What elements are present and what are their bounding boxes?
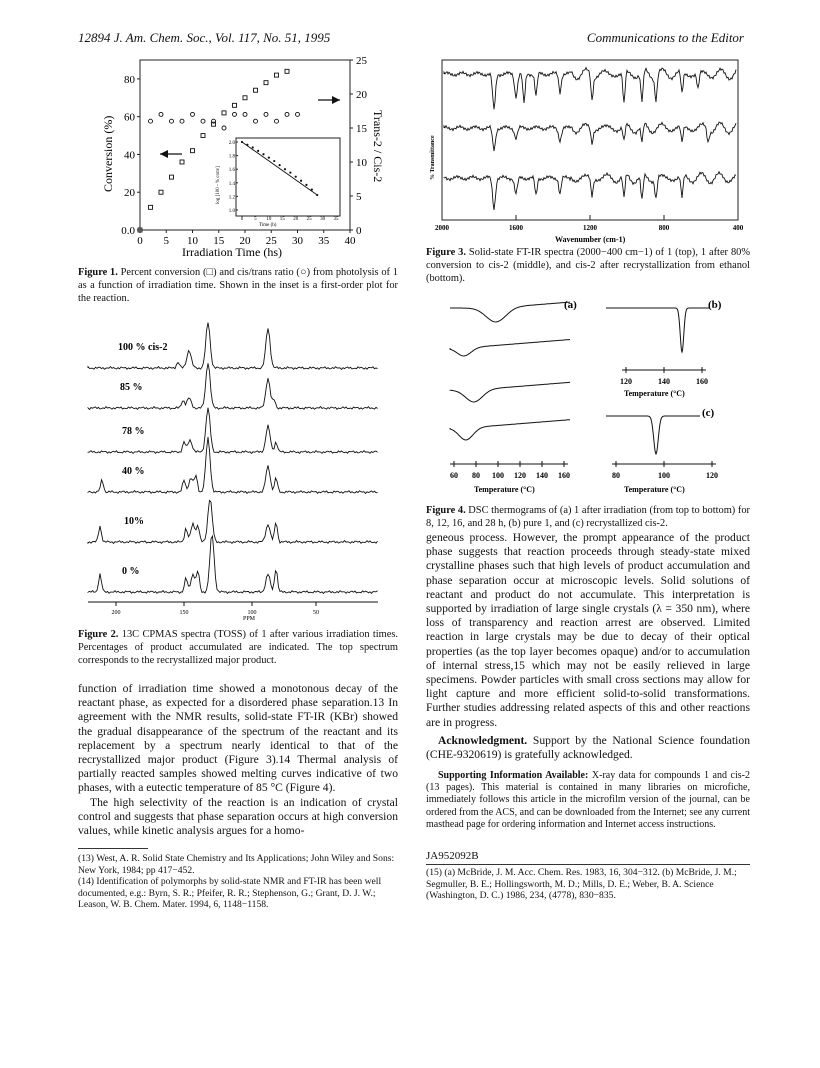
- figure-4-label-b: (b): [708, 299, 722, 311]
- inset-y-tick-label: 2.0: [228, 141, 235, 146]
- spectrum-label: 85 %: [120, 382, 143, 393]
- ratio-point: [170, 119, 174, 123]
- figure-3-frame: [442, 60, 738, 220]
- conversion-point: [285, 69, 289, 73]
- axis-tick-label: 120: [620, 377, 632, 386]
- ir-spectrum: [444, 172, 736, 210]
- right-footnote-rule: [426, 864, 750, 865]
- inset-x-tick-label: 20: [293, 217, 299, 222]
- inset-x-tick-label: 10: [266, 217, 272, 222]
- figure-4-caption: Figure 4. DSC thermograms of (a) 1 after irradiation (from top to bottom) for 8, 12, 16, and 28 h, (b) pure 1, and (c) recrystallized cis-2.: [426, 505, 750, 529]
- dsc-curve-a: [450, 302, 570, 322]
- x-tick-label: 35: [318, 235, 330, 247]
- ratio-point: [191, 112, 195, 116]
- inset-point: [311, 189, 313, 191]
- axis-tick-label: 160: [696, 377, 708, 386]
- figure-1-chart: [78, 52, 398, 262]
- running-header-right: Communications to the Editor: [586, 30, 744, 45]
- figure-3-chart: [420, 50, 750, 245]
- figure-1-caption: Figure 1. Percent conversion (□) and cis/trans ratio (○) from photolysis of 1 as a function of irradiation time. Shown in the inset is a first-order plot for the reaction.: [78, 267, 398, 304]
- y-tick-right-label: 15: [356, 123, 367, 135]
- nmr-spectrum: [88, 536, 378, 593]
- inset-point: [316, 194, 318, 196]
- figure-3-spectra: [444, 68, 736, 210]
- ratio-point: [254, 119, 258, 123]
- right-column-body: geneous process. However, the prompt appearance of the product phase suggests that reaction proceeds through steady-state mixed crystalline phases such that high levels of product accumulation and phase separation occur at microscopic levels. Solid solutions of reactant and product do not accumulate. This interpretation is supported by irradiation of large single crystals (λ = 350 nm), where loss of transparency and reaction arrest are observed. Limited reaction in large crystals may be due to decay of their optical properties (as the top layer becomes opaque) and/or to accumulation of internal stress,15 which may not be easily relieved in large specimens. Powder particles with small cross sections may allow for light capture and more efficient solid-to-solid transformations. Further studies addressing related aspects of this and other reactions are in progress.: [426, 531, 750, 729]
- x-tick-label: 5: [163, 235, 169, 247]
- figure-3-x-label: Wavenumber (cm-1): [555, 235, 626, 244]
- figure-4-axis-label-c: Temperature (°C): [624, 485, 685, 494]
- ratio-point: [159, 112, 163, 116]
- inset-x-tick-label: 15: [279, 217, 285, 222]
- ratio-point: [201, 119, 205, 123]
- spectrum-label: 100 % cis-2: [118, 342, 168, 353]
- figure-4-axis-b: [620, 367, 708, 386]
- inset-x-tick-label: 35: [333, 217, 339, 222]
- figure-2-axis-ticks: [112, 602, 320, 616]
- x-tick-label: 1600: [509, 224, 523, 232]
- inset-x-tick-label: 30: [320, 217, 326, 222]
- axis-tick-label: 120: [706, 471, 718, 480]
- left-column-body: [78, 682, 398, 838]
- conversion-point: [254, 88, 258, 92]
- figure-1-y-ticks-right: [350, 55, 368, 237]
- axis-tick-label: 80: [612, 471, 620, 480]
- inset-point: [305, 184, 307, 186]
- inset-y-tick-label: 1.0: [228, 209, 235, 214]
- axis-tick-label: 140: [536, 471, 548, 480]
- acknowledgment: Acknowledgment. Support by the National Science foundation (CHE-9320619) is gratefully acknowledged.: [426, 734, 750, 762]
- conversion-point: [264, 81, 268, 85]
- axis-tick-label: 50: [313, 610, 319, 616]
- conversion-point: [222, 111, 226, 115]
- dsc-curve-a: [450, 340, 570, 357]
- conversion-point: [243, 96, 247, 100]
- y-tick-right-label: 0: [356, 225, 362, 237]
- figure-1-inset-frame: [236, 138, 340, 216]
- axis-tick-label: 120: [514, 471, 526, 480]
- left-paragraph-2: The high selectivity of the reaction is an indication of crystal control and suggests that phase separation occurs at high conversion values, while kinetic analysis argues for a homo-: [78, 795, 398, 838]
- left-footnotes: [78, 853, 398, 911]
- ratio-point: [264, 112, 268, 116]
- figure-2-axis-label: PPM: [243, 616, 256, 622]
- arrow-left-icon: [160, 150, 182, 158]
- figure-4-axis-a: [450, 461, 570, 480]
- inset-y-tick-label: 1.6: [228, 168, 235, 174]
- conversion-point: [201, 134, 205, 138]
- inset-point: [268, 157, 270, 159]
- left-paragraph-1: function of irradiation time showed a monotonous decay of the reactant phase, as expected for a disordered phase separation.13 In agreement with the NMR results, solid-state FT-IR (KBr) showed the gradual disappearance of the spectrum of the reactant and its replacement by a spectrum nearly identical to that of the recrystallized major product (Figure 3).14 Thermal analysis of partially reacted samples showed melting curves indicative of two phases, with a eutectic temperature of 85 °C (Figure 4).: [78, 682, 398, 795]
- footnote-15: (15) (a) McBride, J. M. Acc. Chem. Res. 1983, 16, 304−312. (b) McBride, J. M.; Segmuller, B. E.; Hollingsworth, M. D.; Mills, D. E.; Weber, B. A. Science (Washington, D. C.) 1986, 234, (4778), 830−835.: [426, 867, 737, 902]
- ir-spectrum: [444, 68, 736, 110]
- ratio-point: [180, 119, 184, 123]
- ratio-point: [285, 112, 289, 116]
- axis-tick-label: 100: [492, 471, 504, 480]
- figure-3-y-label: % Transmittance: [430, 135, 436, 180]
- ratio-point: [233, 112, 237, 116]
- figure-1-inset-x-ticks: [241, 217, 339, 222]
- inset-point: [246, 144, 248, 146]
- inset-point: [252, 146, 254, 148]
- inset-point: [295, 176, 297, 178]
- ratio-point: [243, 112, 247, 116]
- figure-1-y-label-left: Conversion (%): [101, 115, 115, 192]
- axis-tick-label: 200: [111, 610, 121, 616]
- axis-tick-label: 150: [179, 610, 189, 616]
- inset-y-tick-label: 1.4: [228, 181, 235, 187]
- x-tick-label: 40: [344, 235, 356, 247]
- dsc-curve-a: [450, 382, 570, 402]
- inset-y-tick-label: 1.8: [228, 154, 235, 160]
- footnote-rule: [78, 848, 148, 849]
- axis-tick-label: 60: [450, 471, 458, 480]
- inset-point: [300, 180, 302, 182]
- axis-tick-label: 160: [558, 471, 570, 480]
- axis-tick-label: 100: [247, 610, 257, 616]
- conversion-point: [191, 149, 195, 153]
- inset-x-tick-label: 25: [306, 217, 312, 222]
- ir-spectrum: [444, 122, 736, 151]
- x-tick-label: 400: [732, 224, 744, 232]
- figure-1-x-label: Irradiation Time (hs): [182, 245, 282, 259]
- conversion-point: [149, 205, 153, 209]
- y-tick-right-label: 5: [356, 191, 362, 203]
- y-tick-label: 60: [124, 111, 135, 124]
- figure-2-spectra: [88, 323, 378, 594]
- y-tick-label: 40: [124, 149, 135, 162]
- inset-point: [279, 164, 281, 166]
- x-tick-label: 20: [239, 235, 251, 247]
- figure-1-y-ticks-left: [121, 74, 140, 237]
- x-tick-label: 800: [658, 224, 670, 232]
- x-tick-label: 0: [137, 235, 143, 247]
- inset-point: [289, 172, 291, 174]
- spectrum-label: 78 %: [122, 426, 145, 437]
- inset-x-tick-label: 5: [254, 217, 257, 222]
- dsc-curve-c: [606, 416, 700, 454]
- manuscript-code: JA952092B: [426, 850, 479, 862]
- figure-1-y-label-right: Trans-2 / Cis-2: [371, 110, 385, 183]
- inset-point: [273, 160, 275, 162]
- x-tick-label: 1200: [583, 224, 597, 232]
- x-tick-label: 2000: [435, 224, 449, 232]
- x-tick-label: 30: [292, 235, 303, 247]
- inset-point: [241, 141, 243, 143]
- axis-tick-label: 80: [472, 471, 480, 480]
- figure-4-axis-label-a: Temperature (°C): [474, 485, 535, 494]
- conversion-point: [159, 190, 163, 194]
- axis-tick-label: 100: [658, 471, 670, 480]
- inset-point: [257, 150, 259, 152]
- figure-4-label-a: (a): [564, 299, 577, 311]
- figure-4-chart: [430, 292, 750, 502]
- figure-2-caption: Figure 2. 13C CPMAS spectra (TOSS) of 1 after various irradiation times. Percentages of product accumulated are indicated. The top spectrum corresponds to the recrystallized major product.: [78, 629, 398, 666]
- axis-tick-label: 140: [658, 377, 670, 386]
- ratio-point: [149, 119, 153, 123]
- conversion-point: [170, 175, 174, 179]
- spectrum-label: 10%: [124, 516, 144, 527]
- ratio-point: [275, 119, 279, 123]
- figure-3-caption: Figure 3. Solid-state FT-IR spectra (2000−400 cm−1) of 1 (top), 1 after 80% conversion to cis-2 (middle), and cis-2 after recrystallization from ethanol (bottom).: [426, 247, 750, 284]
- inset-y-tick-label: 1.2: [228, 195, 235, 201]
- figure-4-axis-c: [612, 461, 718, 480]
- ratio-point: [222, 126, 226, 130]
- y-tick-right-label: 20: [356, 89, 367, 101]
- arrow-right-icon: [318, 96, 340, 104]
- y-tick-right-label: 10: [356, 157, 367, 169]
- figure-3-x-ticks: [435, 215, 744, 232]
- figure-1-inset-y-label: log [100 - % conv]: [216, 166, 221, 204]
- y-tick-label: 0.0: [121, 225, 135, 237]
- y-tick-label: 20: [124, 187, 135, 200]
- supporting-information: Supporting Information Available: X-ray data for compounds 1 and cis-2 (13 pages). This material is contained in many libraries on microfiche, immediately follows this article in the microfilm version of the journal, can be ordered from the ACS, and can be downloaded from the Internet; see any current masthead page for ordering information and Internet access instructions.: [426, 770, 750, 830]
- conversion-point: [275, 73, 279, 77]
- y-tick-right-label: 25: [356, 55, 367, 67]
- running-header-left: 12894 J. Am. Chem. Soc., Vol. 117, No. 51, 1995: [78, 30, 331, 45]
- x-tick-label: 10: [187, 235, 198, 247]
- figure-2-chart: [78, 314, 398, 654]
- x-tick-label: 15: [213, 235, 225, 247]
- inset-point: [284, 168, 286, 170]
- figure-4-curves: [450, 302, 710, 454]
- footnote-14: (14) Identification of polymorphs by solid-state NMR and FT-IR has been well documented, e.g.: Byrn, S. R.; Pfeifer, R. R.; Stephenson, G.; Grant, D. J. W.; Leason, W. B. Chem. Mater. 1994, 6, 1148−1158.: [78, 876, 382, 911]
- footnote-13: (13) West, A. R. Solid State Chemistry and Its Applications; John Wiley and Sons: New York, 1984; pp 417−452.: [78, 853, 395, 876]
- conversion-point: [180, 160, 184, 164]
- ratio-point: [296, 112, 300, 116]
- x-tick-label: 25: [265, 235, 277, 247]
- conversion-point: [233, 103, 237, 107]
- dsc-curve-b: [606, 308, 710, 352]
- figure-1-inset-x-label: Time (h): [259, 223, 277, 228]
- dsc-curve-a: [450, 420, 570, 440]
- spectrum-label: 0 %: [122, 566, 140, 577]
- figure-4-label-c: (c): [702, 407, 715, 419]
- spectrum-label: 40 %: [122, 466, 145, 477]
- y-tick-label: 80: [124, 73, 135, 86]
- inset-point: [262, 153, 264, 155]
- figure-4-axis-label-b: Temperature (°C): [624, 389, 685, 398]
- inset-x-tick-label: 0: [240, 217, 244, 222]
